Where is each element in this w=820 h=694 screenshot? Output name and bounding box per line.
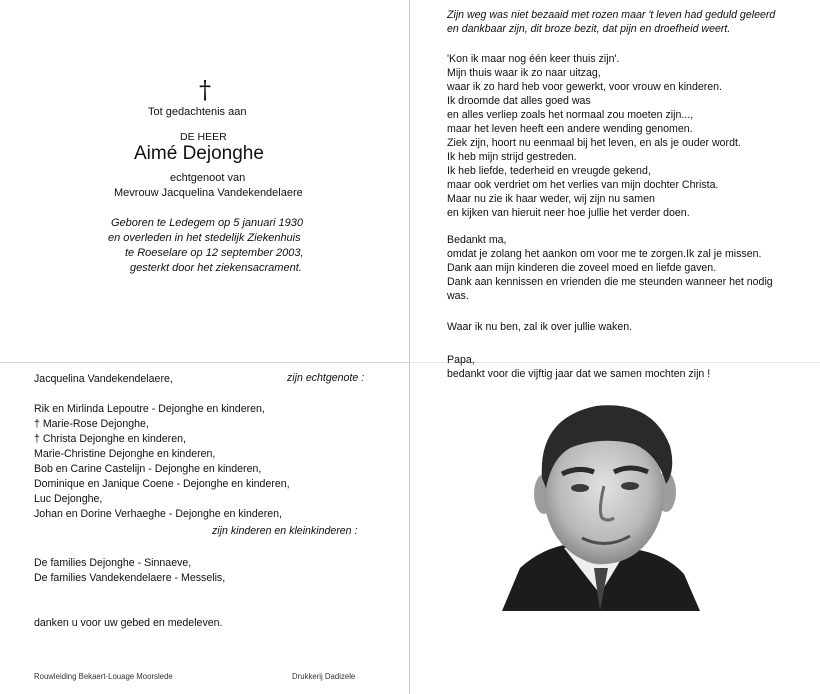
poem-line: Maar nu zie ik haar weder, wij zijn nu samen [447,193,655,205]
poem-line: Ik heb liefde, tederheid en vreugde gekend, [447,165,651,177]
poem-line: en alles verliep zoals het normaal zou moeten zijn..., [447,109,694,121]
child-line: Marie-Christine Dejonghe en kinderen, [34,448,216,460]
family-line: De families Vandekendelaere - Messelis, [34,572,226,584]
children-role: zijn kinderen en kleinkinderen : [212,525,358,537]
bio-line: te Roeselare op 12 september 2003, [125,247,304,259]
poem-line: en kijken van hieruit neer hoe jullie het verder doen. [447,207,690,219]
intro-line: Zijn weg was niet bezaaid met rozen maar 't leven had geduld geleerd [447,9,776,21]
poem-line: Ik heb mijn strijd gestreden. [447,151,577,163]
mother-line: Dank aan mijn kinderen die zoveel moed en liefde gaven. [447,262,717,274]
child-line: † Christa Dejonghe en kinderen, [34,433,186,445]
thanks-line: danken u voor uw gebed en medeleven. [34,617,223,629]
memorial-line: Tot gedachtenis aan [148,106,247,118]
poem-line: 'Kon ik maar nog één keer thuis zijn'. [447,53,620,65]
intro-line: en dankbaar zijn, dit broze bezit, dat pijn en droefheid weert. [447,23,731,35]
child-line: Dominique en Janique Coene - Dejonghe en kinderen, [34,478,290,490]
child-line: Johan en Dorine Verhaeghe - Dejonghe en kinderen, [34,508,282,520]
poem-line: waar ik zo hard heb voor gewerkt, voor vrouw en kinderen. [447,81,722,93]
title: DE HEER [180,131,227,143]
bio-line: gesterkt door het ziekensacrament. [130,262,302,274]
spouse-label: echtgenoot van [170,172,246,184]
fold-line-vertical [409,0,410,694]
bio-line: Geboren te Ledegem op 5 januari 1930 [111,217,304,229]
poem-line: Ik droomde dat alles goed was [447,95,591,107]
cross-icon: † [199,76,211,104]
mother-line: was. [447,290,469,302]
poem-line: Ziek zijn, hoort nu eenmaal bij het leven, en als je ouder wordt. [447,137,741,149]
poem-line: maar het leven heeft een andere wending genomen. [447,123,693,135]
widow-role: zijn echtgenote : [287,372,365,384]
papa-line: Papa, [447,354,475,366]
funeral-director: Rouwleiding Bekaert-Louage Moorslede [34,672,173,681]
widow-name: Jacquelina Vandekendelaere, [34,373,173,385]
family-line: De families Dejonghe - Sinnaeve, [34,557,192,569]
deceased-name: Aimé Dejonghe [134,143,264,164]
child-line: Rik en Mirlinda Lepoutre - Dejonghe en kinderen, [34,403,265,415]
mother-line: omdat je zolang het aankon om voor me te zorgen.Ik zal je missen. [447,248,762,260]
spouse-name: Mevrouw Jacquelina Vandekendelaere [114,187,303,199]
poem-line: maar ook verdriet om het verlies van mijn dochter Christa. [447,179,719,191]
printer: Drukkerij Dadizele [292,672,356,681]
poem-line: Mijn thuis waar ik zo naar uitzag, [447,67,601,79]
portrait-photo [502,398,700,611]
papa-line: bedankt voor die vijftig jaar dat we samen mochten zijn ! [447,368,711,380]
bio-line: en overleden in het stedelijk Ziekenhuis [108,232,301,244]
child-line: Luc Dejonghe, [34,493,103,505]
mother-line: Bedankt ma, [447,234,507,246]
mother-line: Dank aan kennissen en vrienden die me steunden wanneer het nodig [447,276,773,288]
fold-line-horizontal [0,362,409,363]
child-line: † Marie-Rose Dejonghe, [34,418,149,430]
child-line: Bob en Carine Castelijn - Dejonghe en kinderen, [34,463,262,475]
watch-line: Waar ik nu ben, zal ik over jullie waken. [447,321,633,333]
